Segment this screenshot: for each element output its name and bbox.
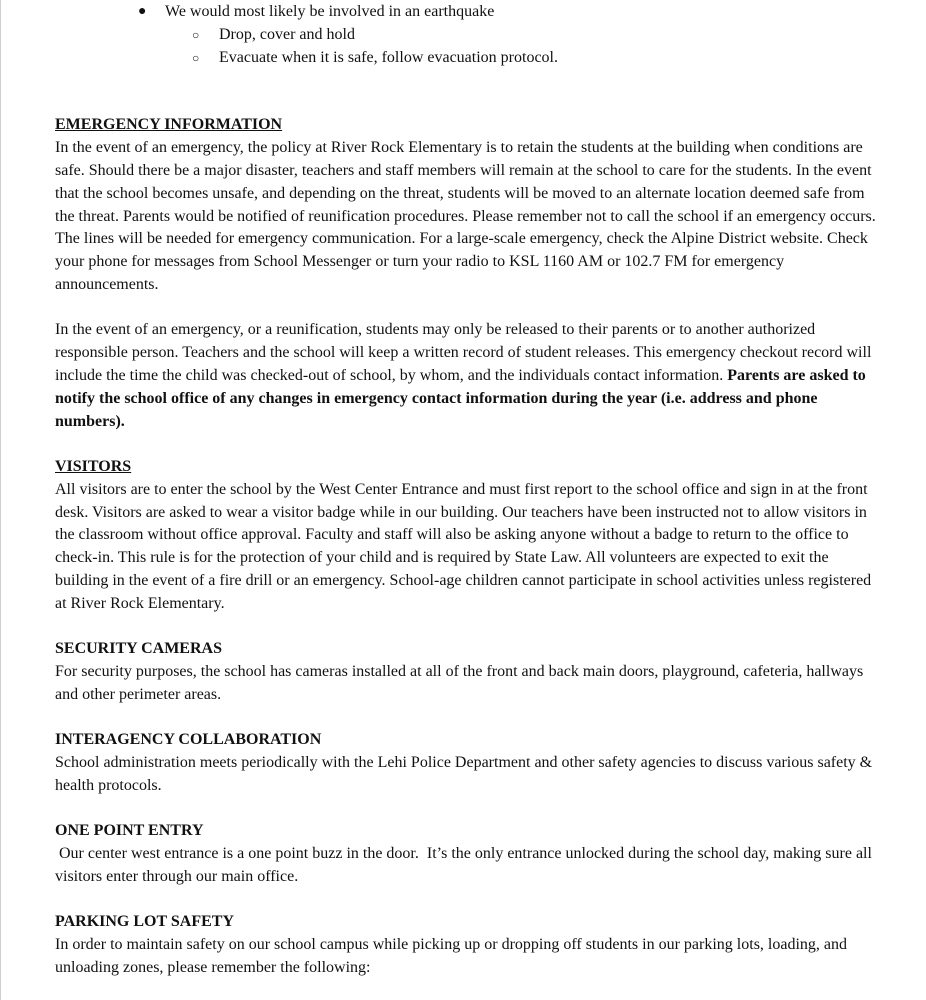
emergency-heading: EMERGENCY INFORMATION (55, 116, 283, 134)
interagency-paragraph: School administration meets periodically with the Lehi Police Department and other safety agencies to discuss various safety & health protocols. (55, 753, 873, 794)
emergency-paragraph-2-text: In the event of an emergency, or a reunification, students may only be released to their parents or to another authorized responsible person. Teachers and the school will keep a written record of student releases. This emergency checkout record will include the time the child was checked-out of school, by whom, and the individuals contact information. (55, 321, 872, 384)
document-content (55, 1, 885, 979)
visitors-section (55, 456, 885, 616)
emergency-section (55, 114, 885, 433)
emergency-paragraph-1: In the event of an emergency, the policy at River Rock Elementary is to retain the students at the building when conditions are safe. Should there be a major disaster, teachers and staff members will remain at the school to care for the students. In the event that the school becomes unsafe, and depending on the threat, students will be moved to an alternate location deemed safe from the threat. Parents would be notified of reunification procedures. Please remember not to call the school if an emergency occurs. The lines will be needed for emergency communication. For a large-scale emergency, check the Alpine District website. Check your phone for messages from School Messenger or turn your radio to KSL 1160 AM or 102.7 FM for emergency announcements. (55, 139, 876, 293)
visitors-heading: VISITORS (55, 457, 132, 475)
one-point-entry-heading: ONE POINT ENTRY (55, 822, 204, 840)
sub-bullet-text: Drop, cover and hold (219, 25, 355, 43)
filled-bullet-icon: ● (138, 4, 147, 19)
page-left-edge (0, 0, 1, 1000)
security-cameras-paragraph: For security purposes, the school has cameras installed at all of the front and back main doors, playground, cafeteria, hallways and other perimeter areas. (55, 662, 864, 703)
one-point-entry-paragraph: Our center west entrance is a one point buzz in the door. It’s the only entrance unlocked during the school day, making sure all visitors enter through our main office. (55, 844, 876, 885)
interagency-section (55, 729, 885, 797)
earthquake-sub-bullet-list (192, 24, 885, 70)
parking-lot-paragraph: In order to maintain safety on our school campus while picking up or dropping off students in our parking lots, loading, and unloading zones, please remember the following: (55, 935, 848, 976)
earthquake-bullet-list (138, 1, 885, 24)
security-cameras-heading: SECURITY CAMERAS (55, 640, 222, 658)
hollow-bullet-icon: ○ (192, 50, 200, 65)
hollow-bullet-icon: ○ (192, 27, 200, 42)
sub-bullet-item-evacuate (192, 47, 885, 70)
one-point-entry-section (55, 820, 885, 888)
parking-lot-section (55, 911, 885, 979)
visitors-paragraph: All visitors are to enter the school by the West Center Entrance and must first report to the school office and sign in at the front desk. Visitors are asked to wear a visitor badge while in our building. Our teachers have been instructed not to allow visitors in the classroom without office approval. Faculty and staff will also be asking anyone without a badge to return to the office to check-in. This rule is for the protection of your child and is required by State Law. All volunteers are expected to exit the building in the event of a fire drill or an emergency. School-age children cannot participate in school activities unless registered at River Rock Elementary. (55, 480, 872, 612)
interagency-heading: INTERAGENCY COLLABORATION (55, 731, 322, 749)
parking-lot-heading: PARKING LOT SAFETY (55, 913, 234, 931)
security-cameras-section (55, 638, 885, 706)
sub-bullet-item-drop (192, 24, 885, 47)
bullet-item-earthquake (138, 1, 885, 24)
emergency-paragraph-2 (55, 319, 885, 433)
sub-bullet-text: Evacuate when it is safe, follow evacuation protocol. (219, 48, 558, 66)
bullet-text: We would most likely be involved in an earthquake (165, 3, 495, 20)
emergency-contact-notice: Parents are asked to notify the school office of any changes in emergency contact information during the year (i.e. address and phone numbers). (55, 366, 866, 430)
